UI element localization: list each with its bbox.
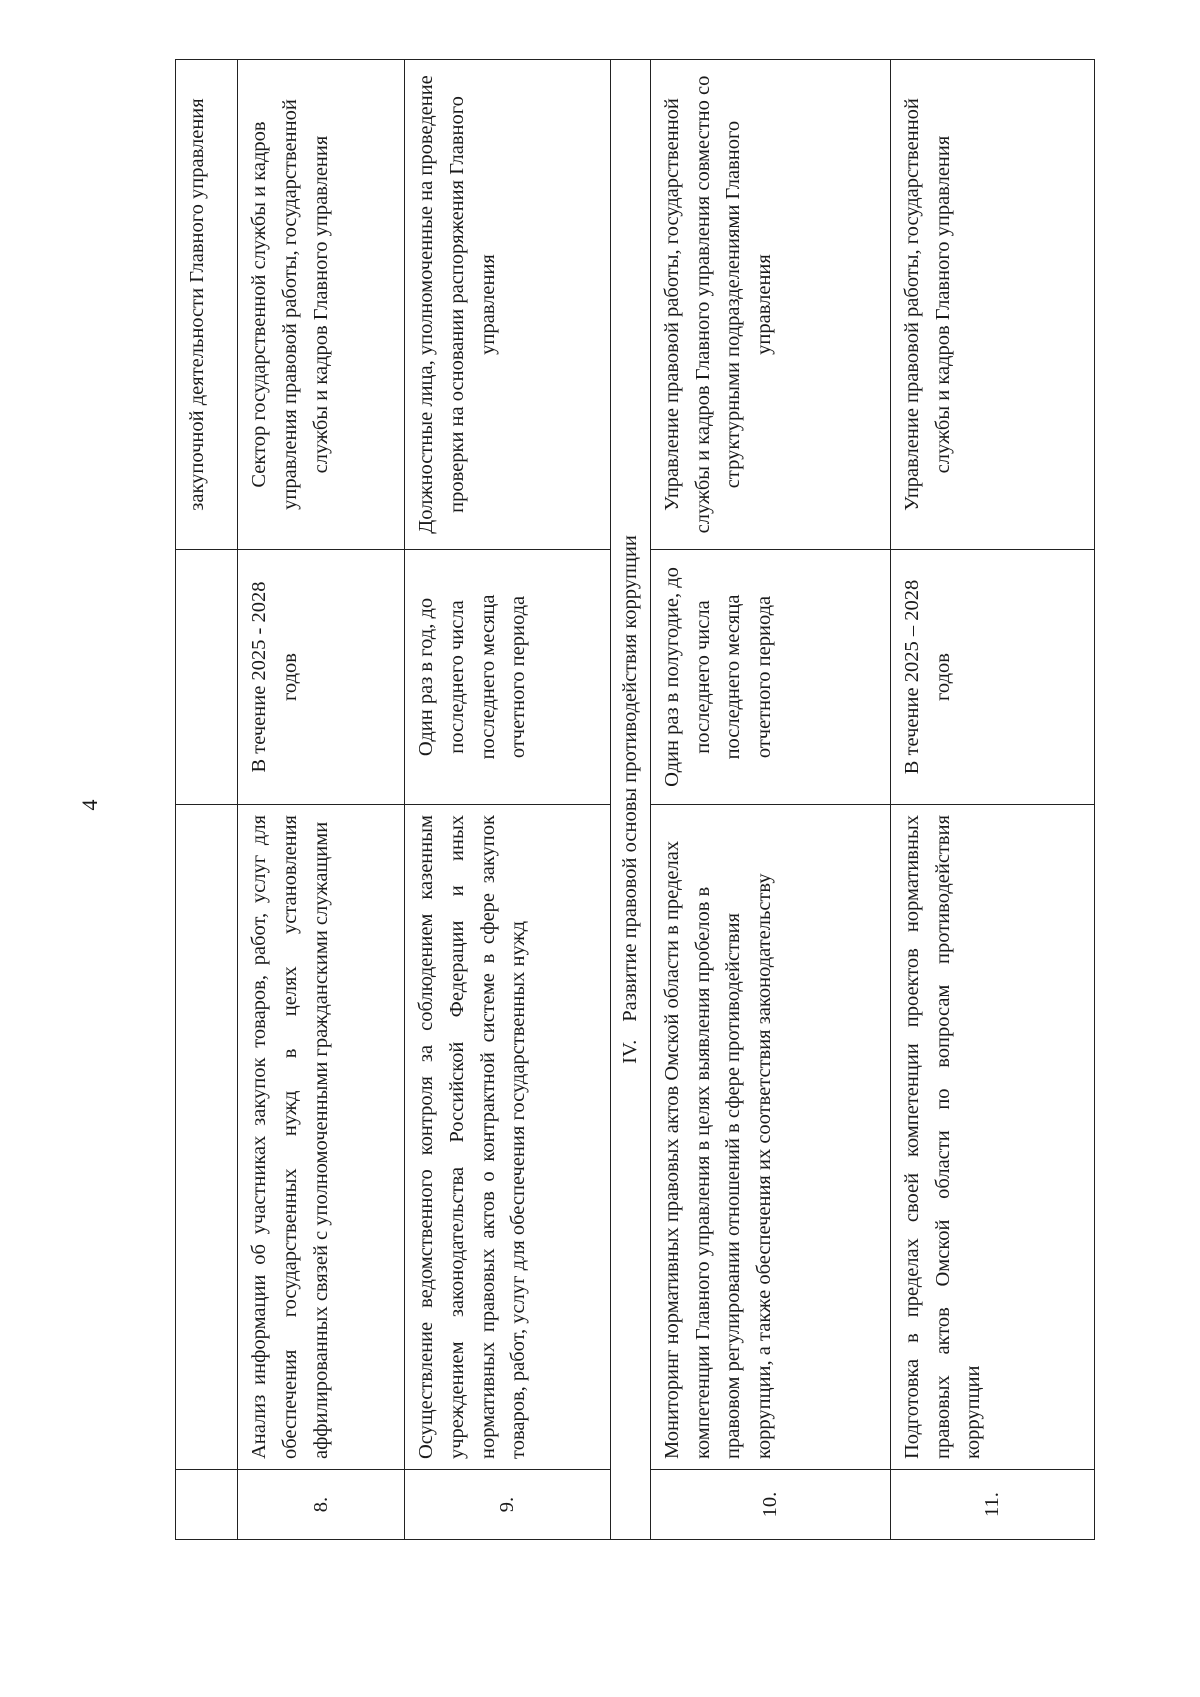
row-deadline: Один раз в полугодие, до последнего числа последнего месяца отчетного периода: [650, 550, 890, 805]
row-number: 9.: [405, 1470, 611, 1540]
row-number: [176, 1470, 238, 1540]
table-row: [176, 60, 238, 1540]
row-description: Мониторинг нормативных правовых актов Омской области в пределах компетенции Главного управления в целях выявления пробелов в правовом регулировании отношений в сфере противодействия коррупции, а также обеспечения их соответствия законодательству: [650, 805, 890, 1470]
row-deadline: В течение 2025 - 2028 годов: [238, 550, 405, 805]
section-heading: [611, 60, 651, 1540]
row-responsible: Должностные лица, уполномоченные на проведение проверки на основании распоряжения Главного управления: [405, 60, 611, 550]
measures-table: [175, 59, 1095, 1540]
row-description: Подготовка в пределах своей компетенции проектов нормативных правовых актов Омской области по вопросам противодействия коррупции: [890, 805, 1094, 1470]
row-deadline: [176, 550, 238, 805]
row-number: 8.: [238, 1470, 405, 1540]
table-row: [238, 60, 405, 1540]
rotated-table-wrapper: [175, 60, 1095, 1540]
row-responsible: Управление правовой работы, государственной службы и кадров Главного управления: [890, 60, 1094, 550]
row-description: Осуществление ведомственного контроля за соблюдением казенным учреждением законодательства Российской Федерации и иных нормативных правовых актов о контрактной системе в сфере закупок товаров, работ, услуг для обеспечения государственных нужд: [405, 805, 611, 1470]
table-row: [405, 60, 611, 1540]
page-number: 4: [77, 799, 102, 811]
row-number: 10.: [650, 1470, 890, 1540]
row-deadline: Один раз в год, до последнего числа последнего месяца отчетного периода: [405, 550, 611, 805]
row-description: Анализ информации об участниках закупок товаров, работ, услуг для обеспечения государственных нужд в целях установления аффилированных связей с уполномоченными гражданскими служащими: [238, 805, 405, 1470]
row-deadline: В течение 2025 – 2028 годов: [890, 550, 1094, 805]
row-number: 11.: [890, 1470, 1094, 1540]
row-responsible: закупочной деятельности Главного управления: [176, 60, 238, 550]
row-responsible: Управление правовой работы, государственной службы и кадров Главного управления совместно со структурными подразделениями Главного управления: [650, 60, 890, 550]
section-row: [611, 60, 651, 1540]
row-description: [176, 805, 238, 1470]
section-title: Развитие правовой основы противодействия коррупции: [619, 535, 641, 1022]
table-row: [650, 60, 890, 1540]
section-roman: IV.: [619, 1039, 641, 1064]
table-row: [890, 60, 1094, 1540]
row-responsible: Сектор государственной службы и кадров управления правовой работы, государственной службы и кадров Главного управления: [238, 60, 405, 550]
